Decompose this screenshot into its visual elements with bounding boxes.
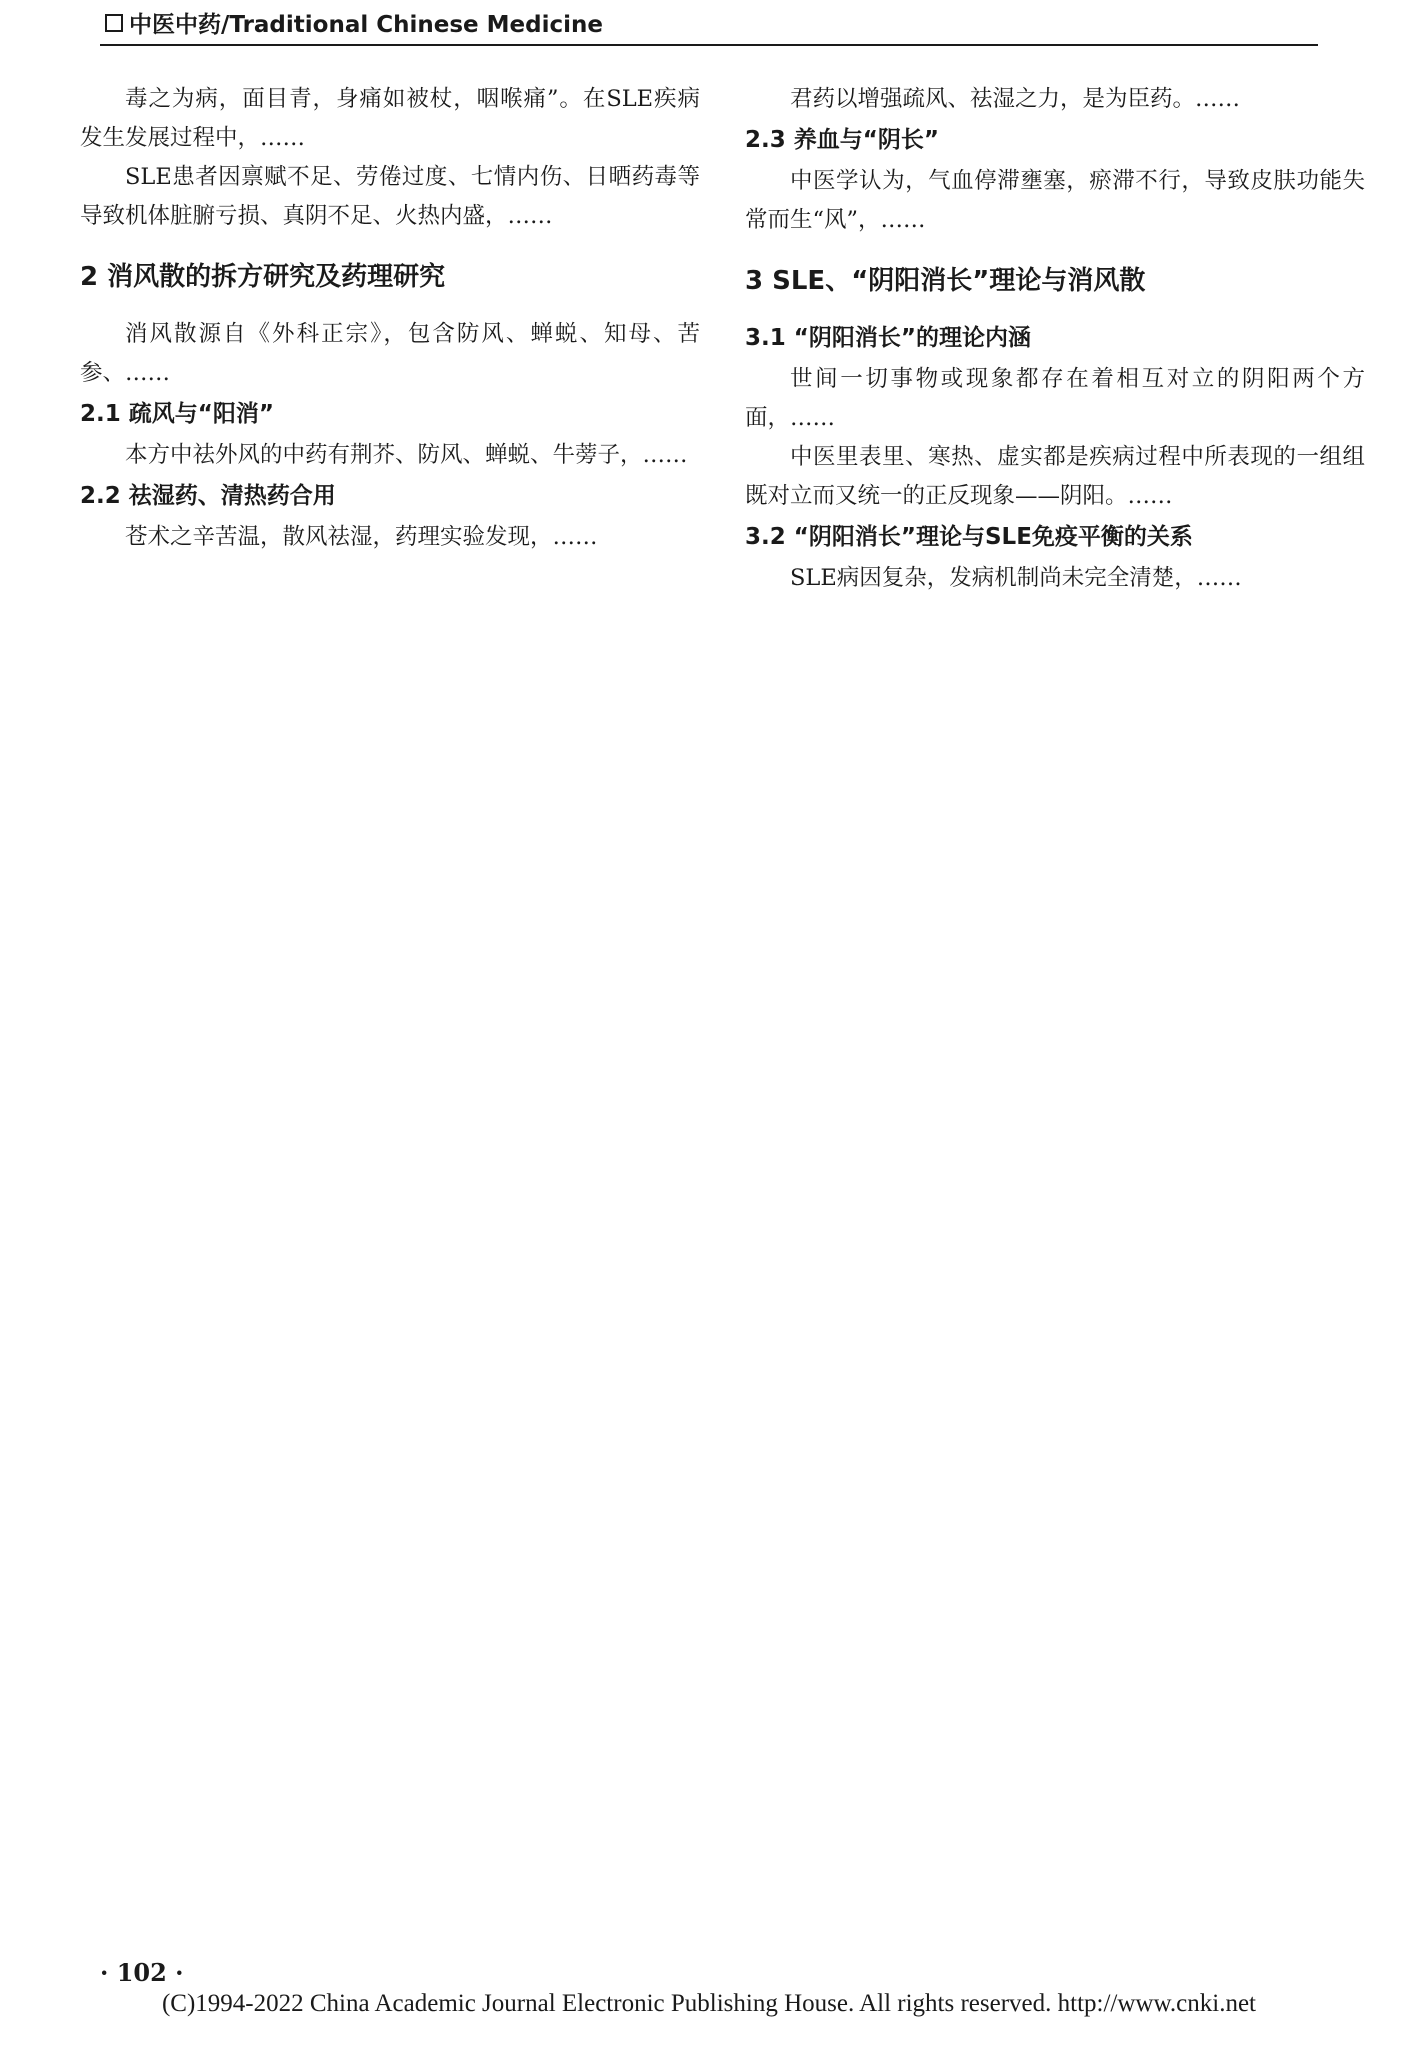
subsection-heading: 2.1 疏风与“阳消” <box>80 401 274 427</box>
page-number: · 102 · <box>100 1958 184 1987</box>
subsection-heading: 3.1 “阴阳消长”的理论内涵 <box>745 325 1031 351</box>
copyright-footer: (C)1994-2022 China Academic Journal Electronic Publishing House. All rights reserved. http://www.cnki.net <box>161 1990 1257 2017</box>
square-icon <box>105 14 123 32</box>
journal-header <box>105 6 603 39</box>
section-heading: 2 消风散的拆方研究及药理研究 <box>80 262 446 292</box>
subsection-heading: 2.2 祛湿药、清热药合用 <box>80 483 336 509</box>
left-column <box>80 80 700 557</box>
paragraph: 本方中祛外风的中药有荆芥、防风、蝉蜕、牛蒡子，…… <box>125 442 688 468</box>
journal-title: 中医中药/Traditional Chinese Medicine <box>129 12 603 38</box>
paragraph: 苍术之辛苦温，散风祛湿，药理实验发现，…… <box>125 524 598 550</box>
paragraph: 中医学认为，气血停滞壅塞，瘀滞不行，导致皮肤功能失常而生“风”，…… <box>745 168 1365 233</box>
paragraph: 消风散源自《外科正宗》，包含防风、蝉蜕、知母、苦参、…… <box>80 321 700 386</box>
paragraph: SLE患者因禀赋不足、劳倦过度、七情内伤、日晒药毒等导致机体脏腑亏损、真阴不足、火热内盛，…… <box>80 164 700 229</box>
paragraph: SLE病因复杂，发病机制尚未完全清楚，…… <box>790 565 1242 591</box>
paragraph: 毒之为病，面目青，身痛如被杖，咽喉痛”。在SLE疾病发生发展过程中，…… <box>80 86 700 151</box>
paragraph: 中医里表里、寒热、虚实都是疾病过程中所表现的一组组既对立而又统一的正反现象——阴阳。…… <box>745 444 1365 509</box>
header-rule <box>100 44 1318 46</box>
section-heading: 3 SLE、“阴阳消长”理论与消风散 <box>745 266 1146 296</box>
right-column <box>745 80 1365 598</box>
paragraph: 君药以增强疏风、祛湿之力，是为臣药。…… <box>790 86 1241 112</box>
paragraph: 世间一切事物或现象都存在着相互对立的阴阳两个方面，…… <box>745 366 1365 431</box>
subsection-heading: 2.3 养血与“阴长” <box>745 127 939 153</box>
subsection-heading: 3.2 “阴阳消长”理论与SLE免疫平衡的关系 <box>745 524 1193 550</box>
